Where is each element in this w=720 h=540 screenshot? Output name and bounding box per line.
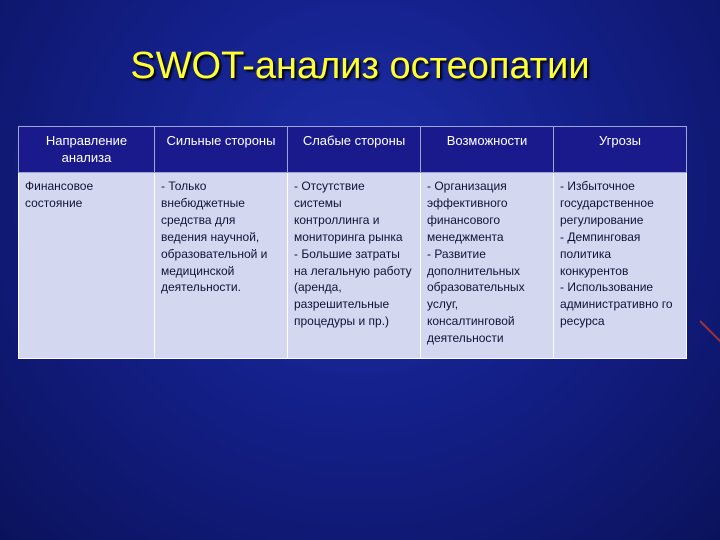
swot-table bbox=[18, 126, 687, 359]
decorative-line bbox=[699, 320, 720, 343]
table-row bbox=[19, 173, 687, 359]
header-row bbox=[19, 127, 687, 173]
header-opportunities: Возможности bbox=[421, 127, 554, 173]
cell-opportunities: - Организация эффективного финансового менеджмента - Развитие дополнительных образовательных услуг, консалтинговой деятельности bbox=[421, 173, 554, 359]
cell-direction: Финансовое состояние bbox=[19, 173, 155, 359]
header-direction: Направление анализа bbox=[19, 127, 155, 173]
cell-threats: - Избыточное государственное регулирование - Демпинговая политика конкурентов - Использование административно го ресурса bbox=[554, 173, 687, 359]
header-weaknesses: Слабые стороны bbox=[288, 127, 421, 173]
table-header bbox=[19, 127, 687, 173]
header-strengths: Сильные стороны bbox=[155, 127, 288, 173]
cell-strengths: - Только внебюджетные средства для ведения научной, образовательной и медицинской деятельности. bbox=[155, 173, 288, 359]
slide-title: SWOT-анализ остеопатии bbox=[130, 45, 590, 87]
header-threats: Угрозы bbox=[554, 127, 687, 173]
cell-weaknesses: - Отсутствие системы контроллинга и мониторинга рынка - Большие затраты на легальную работу (аренда, разрешительные процедуры и пр.) bbox=[288, 173, 421, 359]
